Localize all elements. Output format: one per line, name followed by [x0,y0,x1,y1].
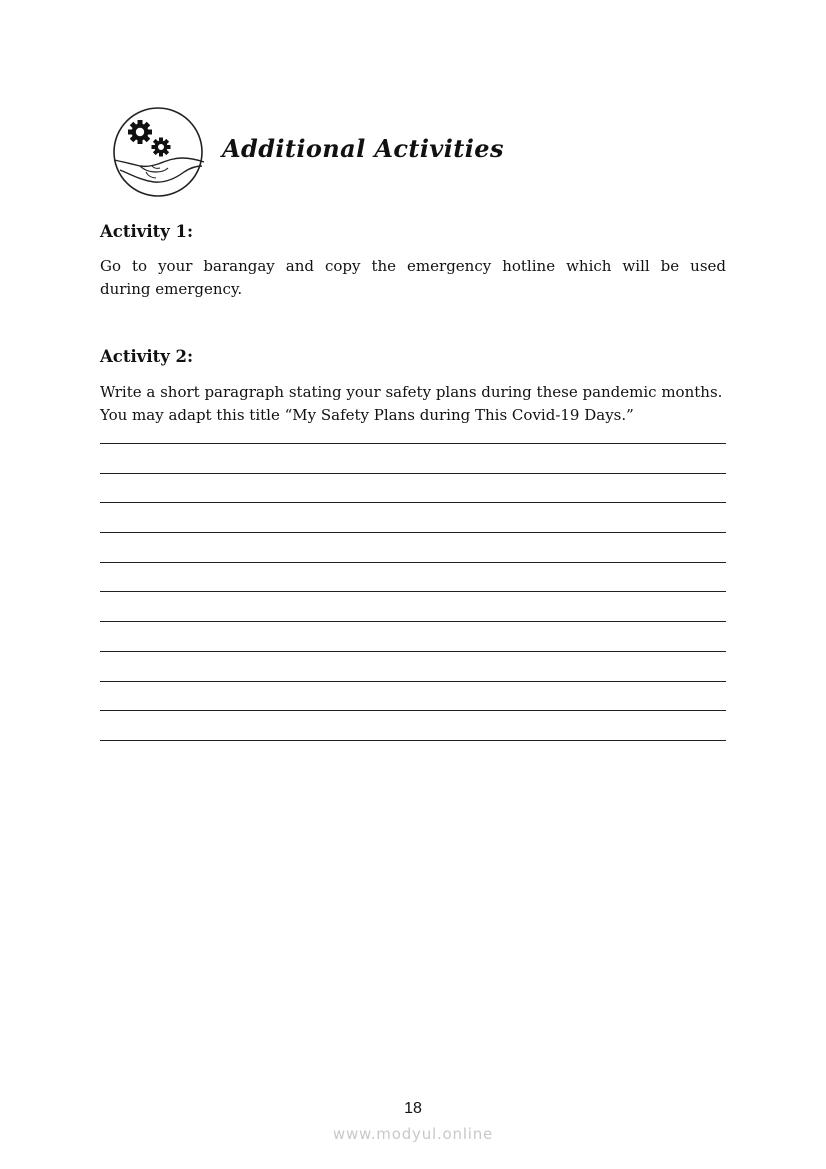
activity-2-text-line-2: You may adapt this title “My Safety Plans during This Covid-19 Days.” [100,406,634,424]
writing-line[interactable] [100,621,726,622]
writing-line[interactable] [100,710,726,711]
writing-line[interactable] [100,681,726,682]
writing-line[interactable] [100,562,726,563]
activity-1-text-line-2: during emergency. [100,280,243,298]
writing-line[interactable] [100,591,726,592]
writing-line[interactable] [100,532,726,533]
activity-1-text-line-1: Go to your barangay and copy the emergency hotline which will be used [100,257,726,275]
watermark: www.modyul.online [332,1125,494,1143]
writing-line[interactable] [100,502,726,503]
activity-2-instructions [100,381,726,427]
writing-line[interactable] [100,651,726,652]
activity-1-heading: Activity 1: [100,222,194,241]
section-title: Additional Activities [222,134,504,163]
activity-2-text-line-1: Write a short paragraph stating your safety plans during these pandemic months. [100,383,723,401]
activity-2-heading: Activity 2: [100,347,194,366]
activity-1-instructions [100,255,726,301]
writing-line[interactable] [100,443,726,444]
gears-in-hand-icon [110,106,206,198]
writing-line[interactable] [100,740,726,741]
page-number: 18 [404,1100,422,1117]
writing-line[interactable] [100,473,726,474]
answer-writing-area[interactable] [100,443,726,770]
